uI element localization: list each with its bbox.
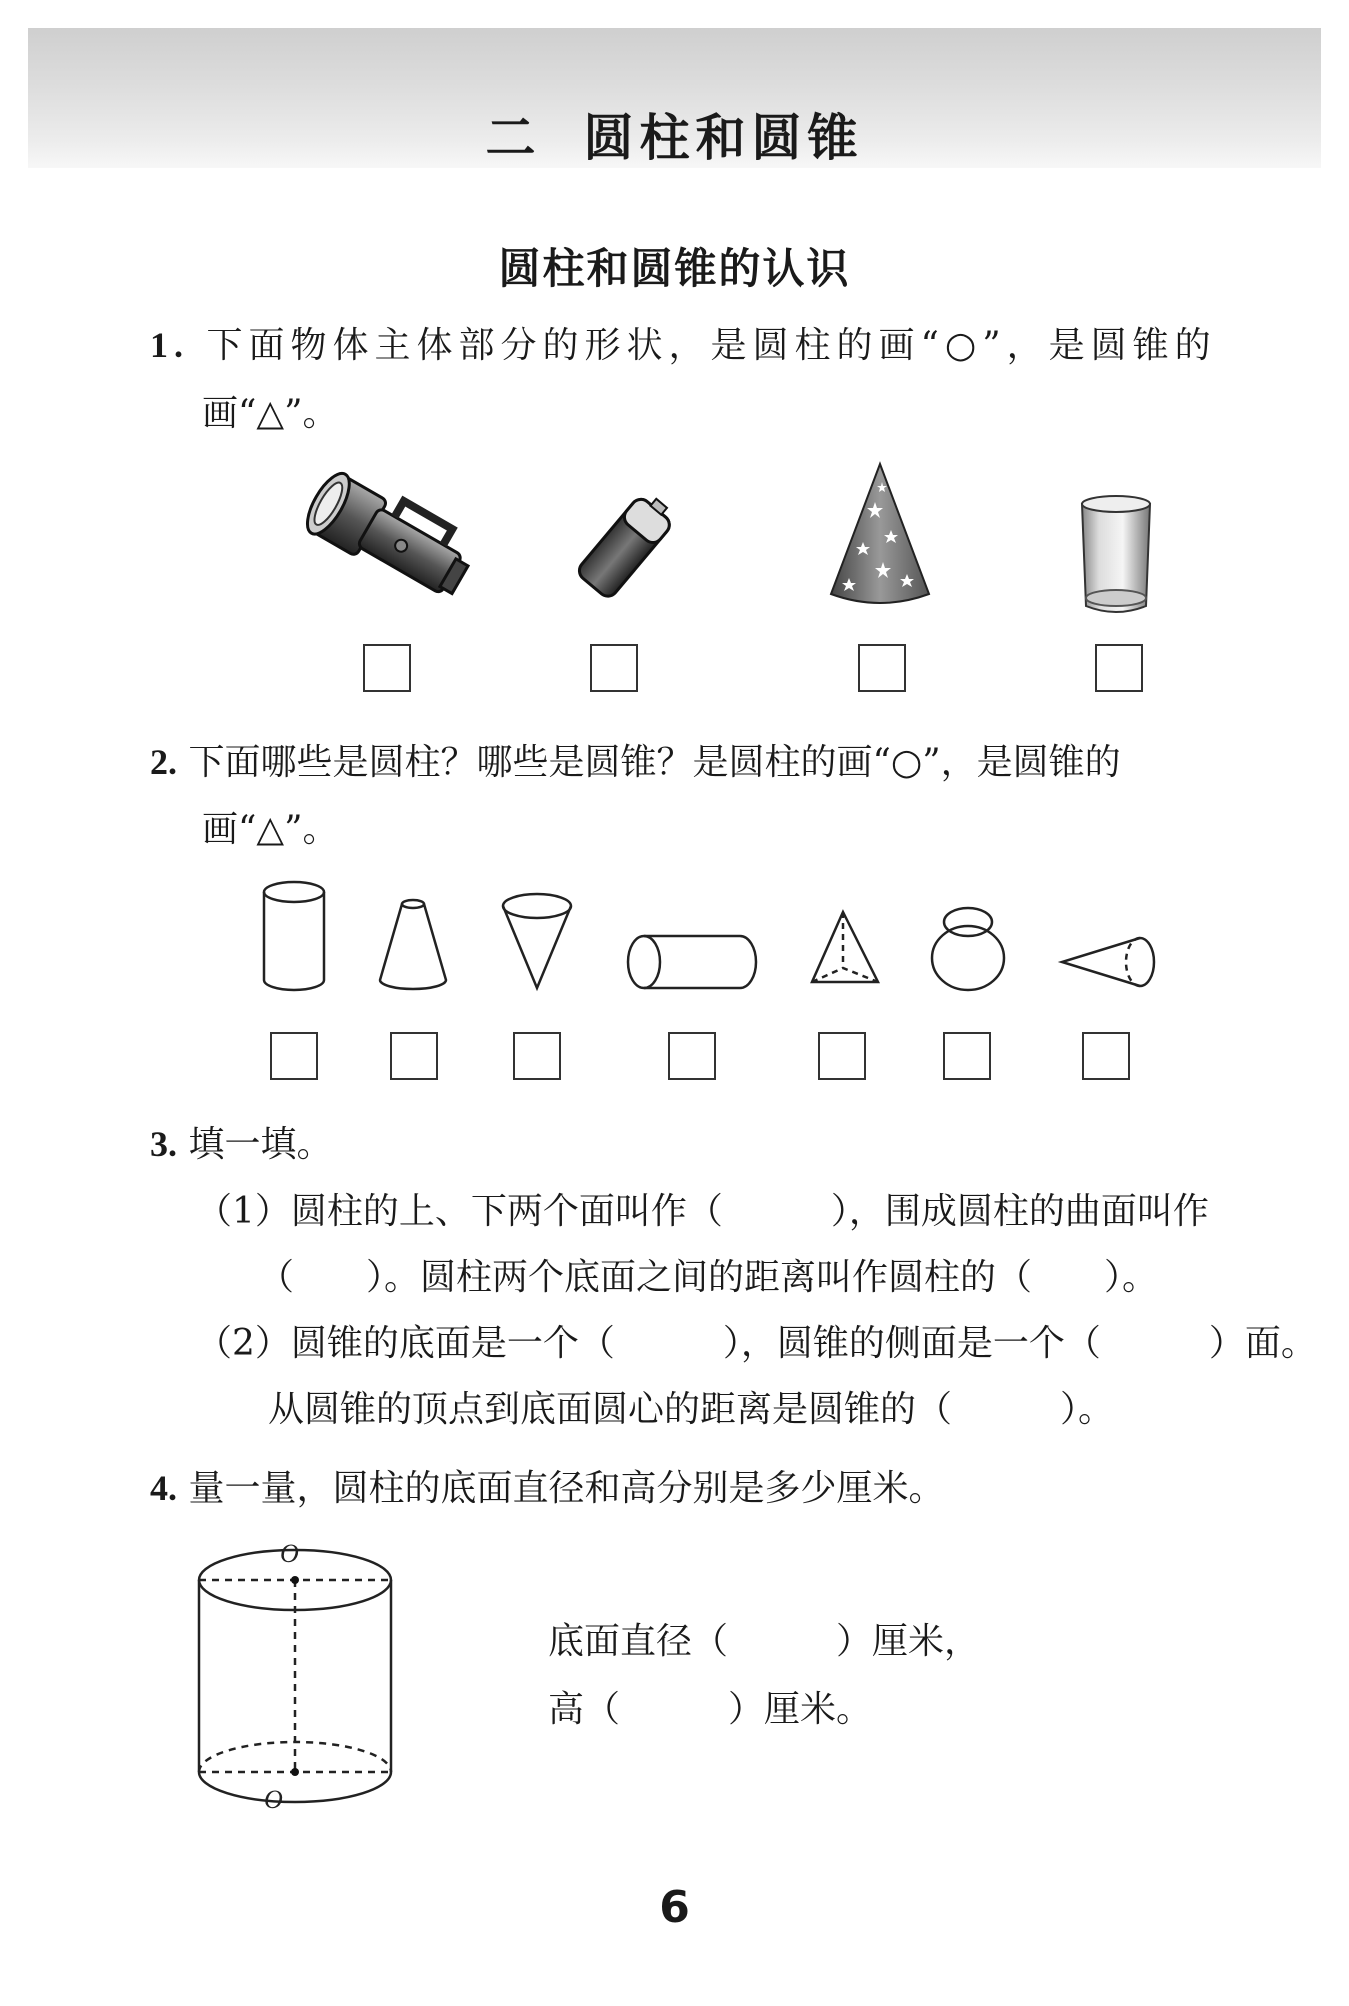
q4-number: 4. xyxy=(150,1468,177,1508)
q1-text: 下面物体主体部分的形状，是圆柱的画“○”，是圆锥的 xyxy=(206,325,1217,366)
measure-cylinder-diagram xyxy=(180,1540,410,1830)
q3-part1-line1: （1）圆柱的上、下两个面叫作（ ），围成圆柱的曲面叫作 xyxy=(196,1191,1209,1232)
answer-box[interactable] xyxy=(943,1032,991,1080)
page-number: 6 xyxy=(659,1882,690,1933)
q3-part1-line2: （ ）。圆柱两个底面之间的距离叫作圆柱的（ ）。 xyxy=(258,1257,1159,1298)
q3-title xyxy=(150,1122,332,1167)
party-hat-image xyxy=(825,462,935,612)
shape-inverted-cone xyxy=(503,894,571,988)
solid-shapes-row xyxy=(0,870,1349,1010)
chapter-number: 二 xyxy=(485,109,542,167)
q2-line1 xyxy=(150,740,1121,785)
shape-upright-cylinder xyxy=(264,882,324,990)
flashlight-image xyxy=(300,465,480,610)
q3-text: 填一填。 xyxy=(188,1124,333,1165)
shape-sideways-cone xyxy=(1062,938,1154,986)
q2-number: 2. xyxy=(150,742,177,782)
glass-image xyxy=(1078,494,1154,620)
q4-diameter-line: 底面直径（ ）厘米， xyxy=(548,1621,981,1662)
q1-line2: 画“△”。 xyxy=(202,393,339,434)
q2-line2: 画“△”。 xyxy=(202,809,339,850)
center-label-bottom: O xyxy=(264,1785,283,1814)
q2-text: 下面哪些是圆柱？哪些是圆锥？是圆柱的画“○”，是圆锥的 xyxy=(188,742,1121,783)
answer-box[interactable] xyxy=(858,644,906,692)
answer-box[interactable] xyxy=(390,1032,438,1080)
shape-horizontal-cylinder xyxy=(628,936,756,988)
battery-image xyxy=(575,490,675,605)
center-label-top: O xyxy=(280,1539,299,1568)
shape-pyramid xyxy=(812,912,878,982)
answer-box[interactable] xyxy=(668,1032,716,1080)
section-title: 圆柱和圆锥的认识 xyxy=(498,244,851,293)
answer-box[interactable] xyxy=(363,644,411,692)
q3-part2-line2: 从圆锥的顶点到底面圆心的距离是圆锥的（ ）。 xyxy=(268,1389,1115,1430)
q1-line1 xyxy=(150,323,1217,368)
q4-title xyxy=(150,1466,944,1511)
q3-number: 3. xyxy=(150,1124,177,1164)
answer-box[interactable] xyxy=(1095,644,1143,692)
answer-box[interactable] xyxy=(1082,1032,1130,1080)
answer-box[interactable] xyxy=(818,1032,866,1080)
answer-box[interactable] xyxy=(270,1032,318,1080)
q1-number: 1. xyxy=(150,325,189,365)
answer-box[interactable] xyxy=(590,644,638,692)
shape-egg-dome xyxy=(932,908,1004,990)
q3-part2-line1: （2）圆锥的底面是一个（ ），圆锥的侧面是一个（ ）面。 xyxy=(196,1323,1317,1364)
q4-text: 量一量，圆柱的底面直径和高分别是多少厘米。 xyxy=(188,1468,945,1509)
chapter-title xyxy=(0,98,1349,170)
answer-box[interactable] xyxy=(513,1032,561,1080)
q4-height-line: 高（ ）厘米。 xyxy=(548,1689,873,1730)
shape-frustum xyxy=(380,900,446,989)
chapter-name: 圆柱和圆锥 xyxy=(583,109,864,167)
